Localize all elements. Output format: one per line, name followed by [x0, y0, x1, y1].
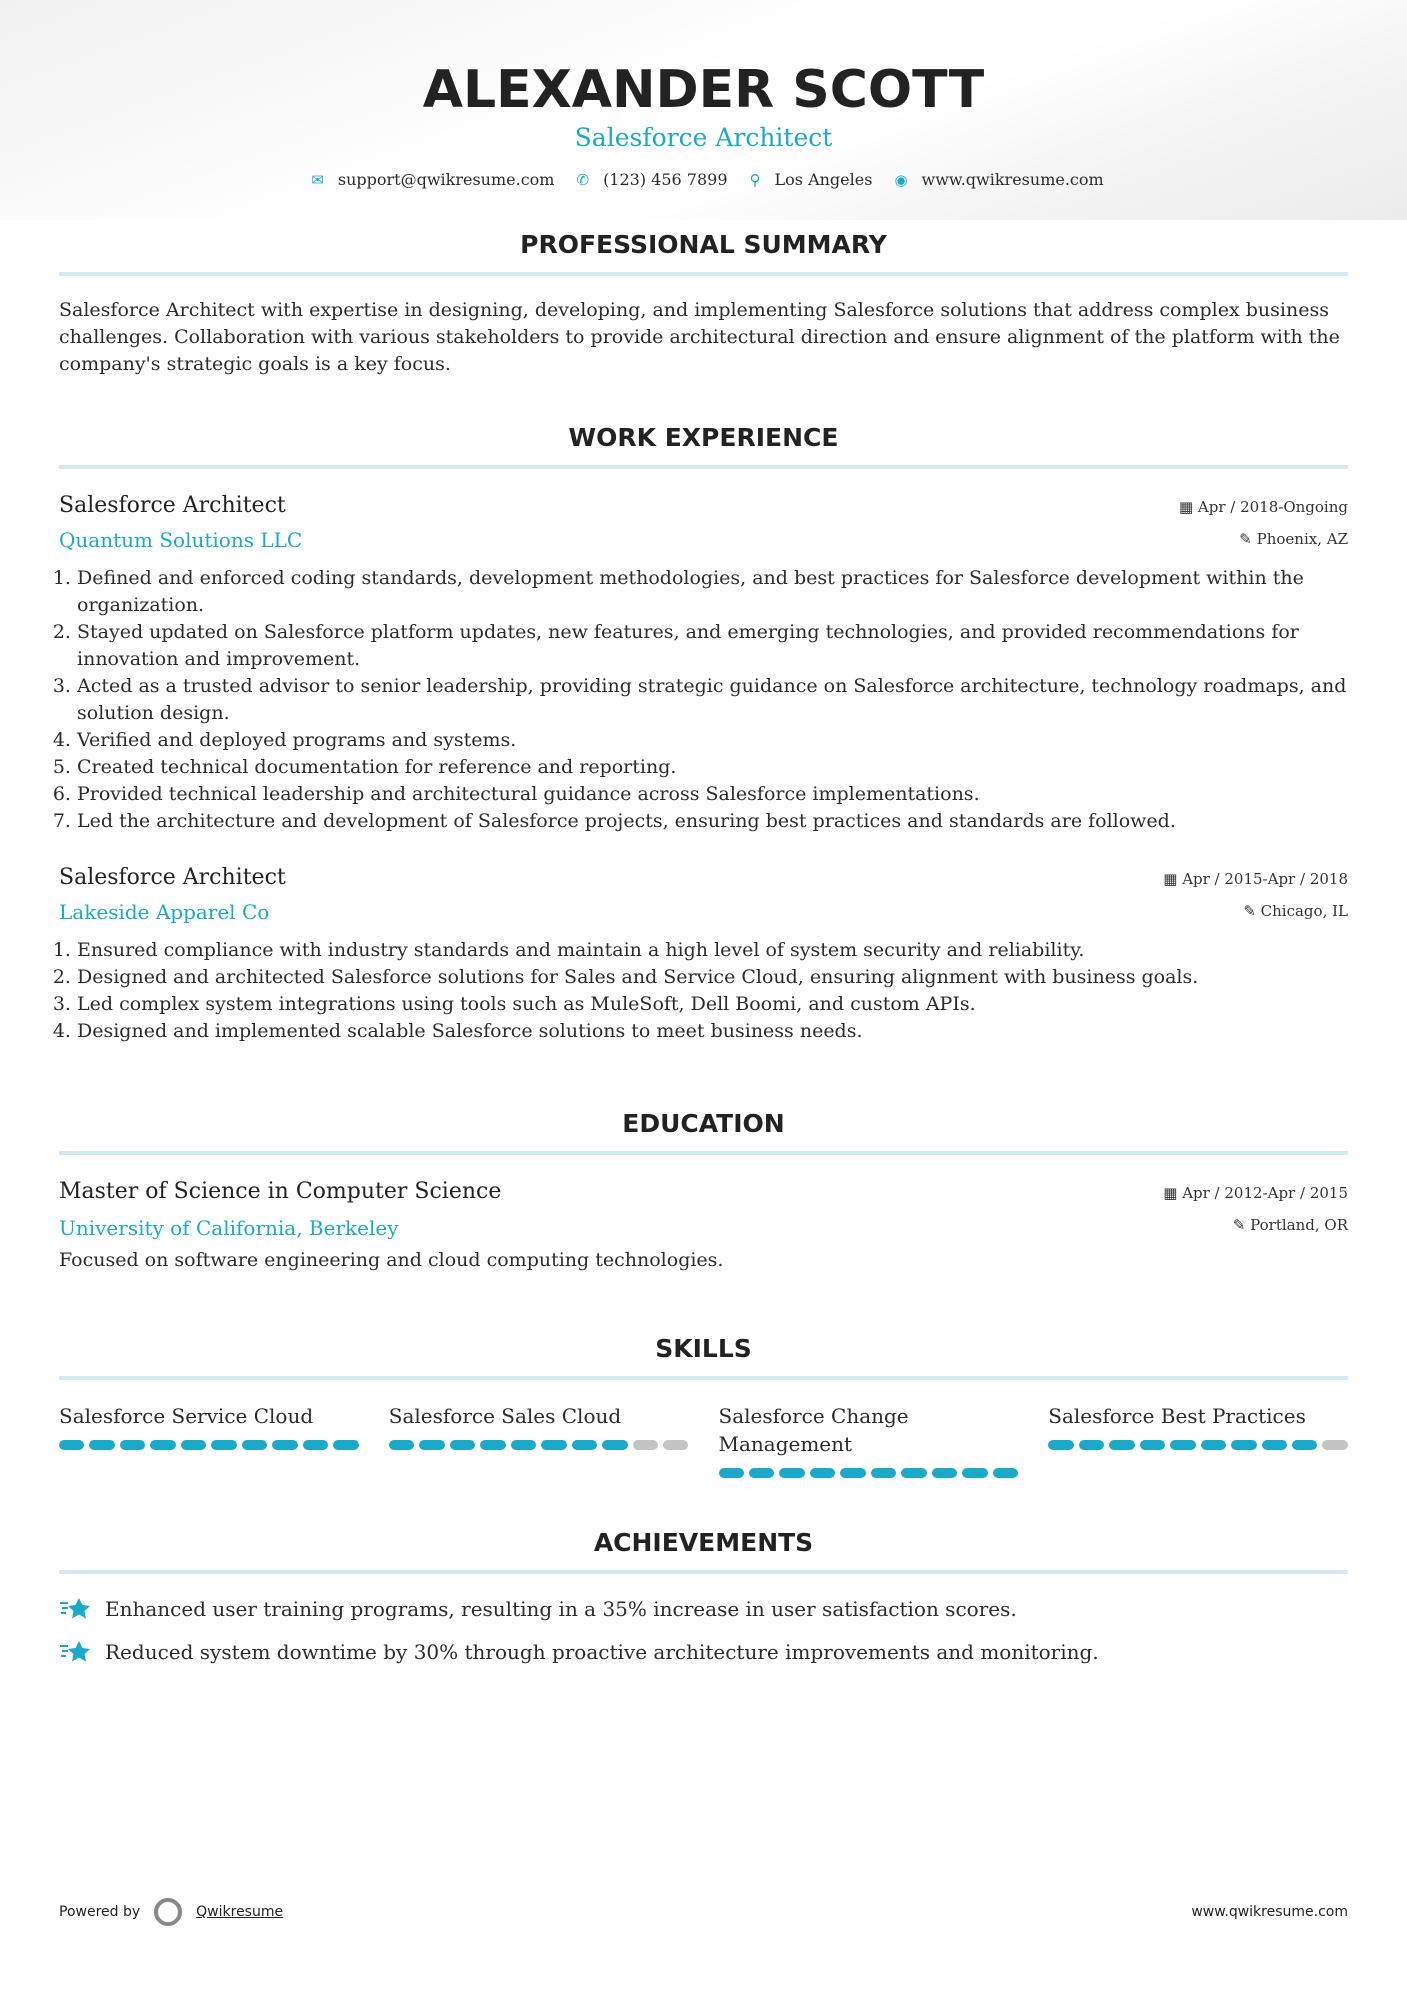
skill-level-dot [993, 1468, 1018, 1478]
section-heading: WORK EXPERIENCE [568, 423, 839, 452]
work-section [59, 423, 1348, 1045]
star-icon [59, 1638, 91, 1668]
skill-level-dot [810, 1468, 835, 1478]
skill-level-dot [663, 1440, 688, 1450]
job-entry [59, 491, 1348, 835]
job-bullet: 3. Acted as a trusted advisor to senior leadership, providing strategic guidance on Salesforce architecture, technology roadmaps, and solution design. [77, 673, 1348, 727]
brand-link[interactable]: Qwikresume [196, 1904, 284, 1920]
skill-level-dot [901, 1468, 926, 1478]
summary-section [59, 230, 1348, 378]
degree: Master of Science in Computer Science [59, 1179, 502, 1204]
job-bullet: 2. Designed and architected Salesforce solutions for Sales and Service Cloud, ensuring alignment with business goals. [77, 964, 1348, 991]
skill-level-dot [1231, 1440, 1256, 1450]
candidate-name: ALEXANDER SCOTT [422, 60, 985, 120]
divider [59, 465, 1348, 469]
divider [59, 1376, 1348, 1380]
location: Los Angeles [774, 170, 873, 189]
pin-icon: ✎ [1232, 1216, 1251, 1234]
skill-level-bar [719, 1468, 1019, 1478]
skill-item [1048, 1402, 1348, 1478]
star-icon [59, 1595, 91, 1625]
summary-text: Salesforce Architect with expertise in designing, developing, and implementing Salesforce solutions that address complex business challenges. Collaboration with various stakeholders to provide architectural direction and ensure alignment of the platform with the company's strategic goals is a key focus. [59, 299, 1340, 375]
calendar-icon: ▦ [1163, 1184, 1183, 1202]
job-title: Salesforce Architect [59, 865, 286, 890]
job-bullet: 5. Created technical documentation for reference and reporting. [77, 754, 1348, 781]
skills-section [59, 1334, 1348, 1478]
skill-level-dot [1140, 1440, 1165, 1450]
achievement-item [59, 1631, 1348, 1674]
edu-description: Focused on software engineering and cloud computing technologies. [59, 1249, 724, 1271]
job-bullets [59, 937, 1348, 1045]
skill-level-dot [840, 1468, 865, 1478]
achievement-item [59, 1588, 1348, 1631]
education-section [59, 1109, 1348, 1274]
contact-bar [59, 170, 1348, 190]
skill-level-dot [749, 1468, 774, 1478]
job-bullet: 2. Stayed updated on Salesforce platform updates, new features, and emerging technologies, and provided recommendations for innovation and improvement. [77, 619, 1348, 673]
section-heading: EDUCATION [622, 1109, 785, 1138]
edu-date: Apr / 2012-Apr / 2015 [1182, 1184, 1348, 1202]
skill-item [389, 1402, 689, 1478]
skill-level-dot [1170, 1440, 1195, 1450]
skill-level-dot [59, 1440, 84, 1450]
skill-level-dot [572, 1440, 597, 1450]
skill-level-dot [242, 1440, 267, 1450]
job-bullets [59, 565, 1348, 835]
footer-website[interactable]: www.qwikresume.com [1191, 1904, 1348, 1920]
globe-icon: ◉ [894, 171, 908, 189]
skill-level-dot [541, 1440, 566, 1450]
skill-name: Salesforce Best Practices [1048, 1404, 1306, 1428]
company: Lakeside Apparel Co [59, 900, 270, 924]
divider [59, 272, 1348, 276]
skill-level-dot [602, 1440, 627, 1450]
skill-level-dot [150, 1440, 175, 1450]
calendar-icon: ▦ [1163, 870, 1183, 888]
calendar-icon: ▦ [1178, 498, 1198, 516]
phone: (123) 456 7899 [603, 170, 728, 189]
phone-icon: ✆ [576, 171, 590, 189]
divider [59, 1151, 1348, 1155]
skill-level-dot [1109, 1440, 1134, 1450]
section-heading: ACHIEVEMENTS [593, 1528, 814, 1557]
skill-level-dot [1048, 1440, 1073, 1450]
skill-level-bar [1048, 1440, 1348, 1450]
skill-item [59, 1402, 359, 1478]
job-bullet: 6. Provided technical leadership and architectural guidance across Salesforce implementations. [77, 781, 1348, 808]
pin-icon: ✎ [1243, 902, 1261, 920]
website[interactable]: www.qwikresume.com [921, 170, 1104, 189]
qwikresume-logo-icon [154, 1898, 182, 1926]
footer [59, 1898, 1348, 1926]
skill-level-dot [1292, 1440, 1317, 1450]
job-location: Chicago, IL [1260, 902, 1348, 920]
skill-level-dot [633, 1440, 658, 1450]
skill-name: Salesforce Service Cloud [59, 1404, 314, 1428]
skill-level-dot [511, 1440, 536, 1450]
skill-item [719, 1402, 1019, 1478]
skill-level-dot [1201, 1440, 1226, 1450]
skill-level-dot [181, 1440, 206, 1450]
divider [59, 1570, 1348, 1574]
powered-by-label: Powered by [59, 1904, 141, 1920]
candidate-title: Salesforce Architect [574, 123, 833, 152]
job-bullet: 4. Designed and implemented scalable Salesforce solutions to meet business needs. [77, 1018, 1348, 1045]
edu-location: Portland, OR [1250, 1216, 1348, 1234]
skill-level-dot [272, 1440, 297, 1450]
skill-level-dot [450, 1440, 475, 1450]
location-pin-icon: ⚲ [749, 171, 761, 189]
job-bullet: 1. Defined and enforced coding standards, development methodologies, and best practices for Salesforce development within the organization. [77, 565, 1348, 619]
company: Quantum Solutions LLC [59, 528, 303, 552]
job-entry [59, 863, 1348, 1045]
skill-level-dot [333, 1440, 358, 1450]
job-bullet: 4. Verified and deployed programs and systems. [77, 727, 1348, 754]
skill-level-dot [962, 1468, 987, 1478]
job-date: Apr / 2015-Apr / 2018 [1182, 870, 1348, 888]
email[interactable]: support@qwikresume.com [337, 170, 555, 189]
skill-level-dot [211, 1440, 236, 1450]
achievement-text: Reduced system downtime by 30% through proactive architecture improvements and monitoring. [105, 1640, 1099, 1664]
job-bullet: 1. Ensured compliance with industry standards and maintain a high level of system security and reliability. [77, 937, 1348, 964]
education-entry [59, 1177, 1348, 1243]
section-heading: PROFESSIONAL SUMMARY [520, 230, 887, 259]
skill-level-dot [1079, 1440, 1104, 1450]
skill-level-dot [1262, 1440, 1287, 1450]
job-title: Salesforce Architect [59, 493, 286, 518]
skill-level-bar [59, 1440, 359, 1450]
email-icon: ✉ [311, 171, 324, 189]
skill-level-bar [389, 1440, 689, 1450]
skill-level-dot [419, 1440, 444, 1450]
job-date: Apr / 2018-Ongoing [1197, 498, 1348, 516]
skill-level-dot [120, 1440, 145, 1450]
skill-level-dot [1322, 1440, 1347, 1450]
skill-name: Salesforce Change Management [718, 1404, 909, 1456]
skill-level-dot [303, 1440, 328, 1450]
achievement-text: Enhanced user training programs, resulting in a 35% increase in user satisfaction scores. [105, 1597, 1017, 1621]
school: University of California, Berkeley [59, 1216, 399, 1240]
skill-level-dot [89, 1440, 114, 1450]
skill-level-dot [480, 1440, 505, 1450]
job-location: Phoenix, AZ [1256, 530, 1348, 548]
skill-name: Salesforce Sales Cloud [388, 1404, 622, 1428]
job-bullet: 7. Led the architecture and development of Salesforce projects, ensuring best practices and standards are followed. [77, 808, 1348, 835]
section-heading: SKILLS [655, 1334, 752, 1363]
job-bullet: 3. Led complex system integrations using tools such as MuleSoft, Dell Boomi, and custom APIs. [77, 991, 1348, 1018]
achievements-section [59, 1528, 1348, 1674]
skill-level-dot [719, 1468, 744, 1478]
skill-level-dot [871, 1468, 896, 1478]
skill-level-dot [932, 1468, 957, 1478]
skill-level-dot [389, 1440, 414, 1450]
skill-level-dot [779, 1468, 804, 1478]
pin-icon: ✎ [1239, 530, 1257, 548]
